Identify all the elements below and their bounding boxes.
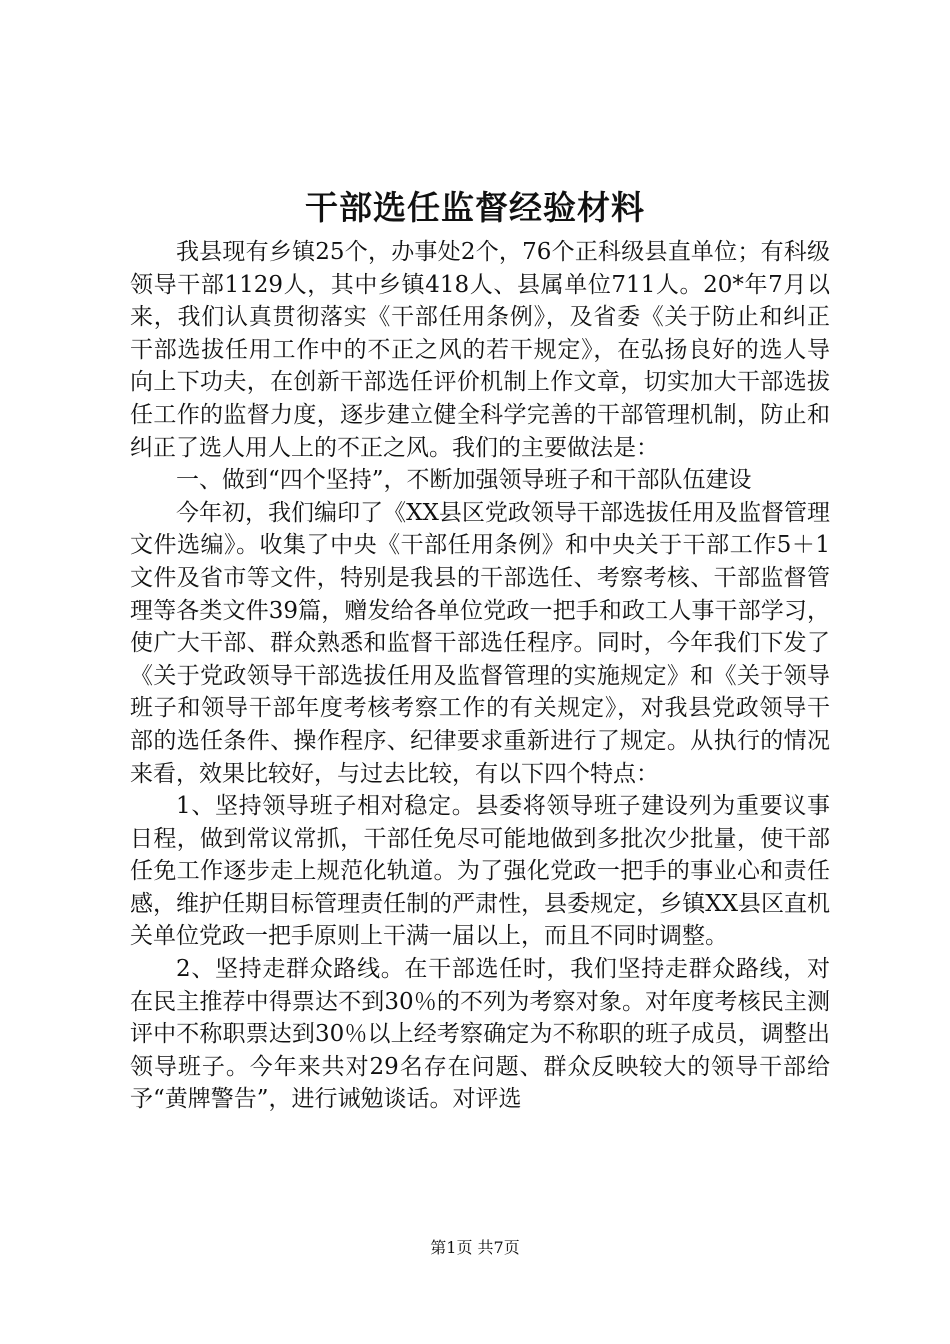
page-footer: 第1页 共7页 xyxy=(430,1238,520,1257)
paragraph-intro: 我县现有乡镇25个，办事处2个，76个正科级县直单位；有科级领导干部1129人，其中乡镇418人、县属单位711人。20*年7月以来，我们认真贯彻落实《干部任用条例》，及省委《关于防止和纠正干部选拔任用工作中的不正之风的若干规定》，在弘扬良好的选人导向上下功夫，在创新干部选任评价机制上作文章，切实加大干部选拔任工作的监督力度，逐步建立健全科学完善的干部管理机制，防止和纠正了选人用人上的不正之风。我们的主要做法是： xyxy=(130,239,830,461)
document-title: 干部选任监督经验材料 xyxy=(305,188,645,227)
document-body xyxy=(130,236,830,1116)
paragraph-documents: 今年初，我们编印了《XX县区党政领导干部选拔任用及监督管理文件选编》。收集了中央《干部任用条例》和中央关于干部工作5＋1文件及省市等文件，特别是我县的干部选任、考察考核、干部监督管理等各类文件39篇，赠发给各单位党政一把手和政工人事干部学习，使广大干部、群众熟悉和监督干部选任程序。同时，今年我们下发了《关于党政领导干部选拔任用及监督管理的实施规定》和《关于领导班子和领导干部年度考核考察工作的有关规定》，对我县党政领导干部的选任条件、操作程序、纪律要求重新进行了规定。从执行的情况来看，效果比较好，与过去比较，有以下四个特点： xyxy=(130,499,830,787)
section-heading-1: 一、做到“四个坚持”，不断加强领导班子和干部队伍建设 xyxy=(176,467,752,494)
paragraph-point-2: 2、坚持走群众路线。在干部选任时，我们坚持走群众路线，对在民主推荐中得票达不到30％的不列为考察对象。对年度考核民主测评中不称职票达到30％以上经考察确定为不称职的班子成员，调整出领导班子。今年来共对29名存在问题、群众反映较大的领导干部给予“黄牌警告”，进行诫勉谈话。对评选 xyxy=(130,956,830,1113)
paragraph-point-1: 1、坚持领导班子相对稳定。县委将领导班子建设列为重要议事日程，做到常议常抓，干部任免尽可能地做到多批次少批量，使干部任免工作逐步走上规范化轨道。为了强化党政一把手的事业心和责任感，维护任期目标管理责任制的严肃性，县委规定，乡镇XX县区直机关单位党政一把手原则上干满一届以上，而且不同时调整。 xyxy=(130,793,830,950)
